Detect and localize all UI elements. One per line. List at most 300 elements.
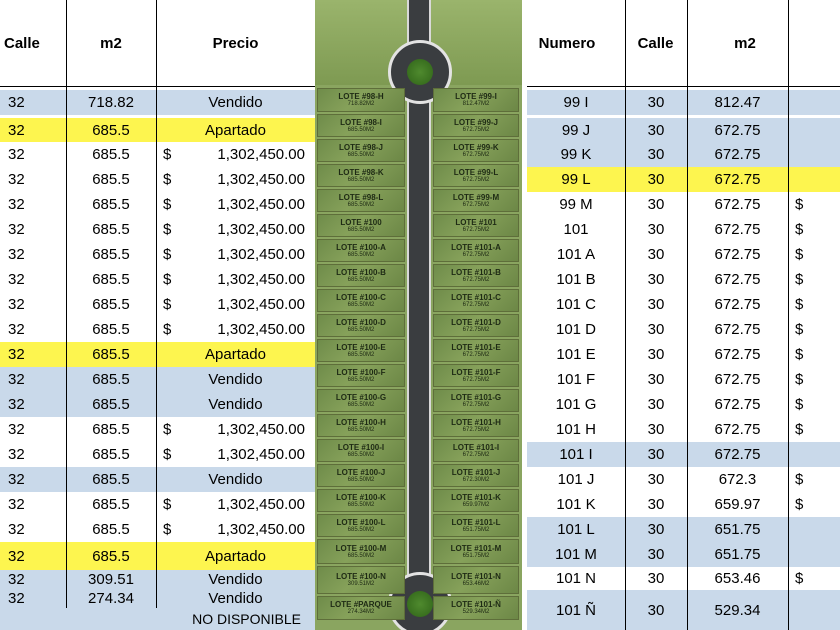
- precio-cell: 1,302,450.00: [217, 196, 305, 213]
- map-lot: [433, 539, 519, 564]
- precio-cell: 1,302,450.00: [217, 296, 305, 313]
- m2-cell: 685.5: [92, 121, 130, 139]
- numero-cell: 99 L: [561, 171, 591, 188]
- table-row: [527, 167, 840, 192]
- calle-cell: 30: [647, 570, 665, 587]
- numero-cell: 99 I: [563, 94, 589, 111]
- calle-cell: 30: [647, 601, 665, 619]
- lot-label: LOTE #101: [455, 217, 497, 227]
- table-row: [0, 90, 315, 115]
- calle-cell: 32: [8, 521, 25, 538]
- column-header-precio: Precio: [212, 34, 259, 52]
- numero-cell: 101 H: [555, 421, 597, 438]
- map-lot: [433, 414, 519, 437]
- calle-cell: 30: [647, 121, 665, 139]
- m2-cell: 685.5: [92, 221, 130, 238]
- m2-cell: 672.75: [714, 296, 761, 313]
- table-row: [0, 542, 315, 570]
- currency-symbol: $: [163, 496, 172, 513]
- lot-area: 672.75M2: [462, 351, 490, 358]
- lot-label: LOTE #101-B: [451, 267, 501, 277]
- map-lot: [433, 364, 519, 387]
- calle-cell: 32: [8, 547, 25, 565]
- lot-label: LOTE #101-E: [451, 342, 501, 352]
- column-divider: [156, 0, 157, 608]
- column-divider: [625, 0, 626, 630]
- header-divider: [0, 86, 315, 87]
- lot-area: 685.50M2: [347, 151, 375, 158]
- calle-cell: 32: [8, 221, 25, 238]
- map-lot: [317, 439, 405, 462]
- m2-cell: 651.75: [714, 546, 761, 563]
- calle-cell: 32: [8, 271, 25, 288]
- lot-label: LOTE #98-L: [338, 192, 384, 202]
- numero-cell: 101 A: [556, 246, 596, 263]
- lot-area: 529.34M2: [462, 609, 490, 615]
- map-lot: [317, 88, 405, 112]
- map-lot: [433, 164, 519, 187]
- calle-cell: 30: [647, 396, 665, 413]
- numero-cell: 101 Ñ: [555, 601, 597, 619]
- table-row: [527, 417, 840, 442]
- lot-label: LOTE #100-H: [336, 417, 386, 427]
- m2-cell: 653.46: [714, 570, 761, 587]
- m2-cell: 274.34: [88, 590, 134, 607]
- numero-cell: 99 K: [560, 146, 592, 163]
- map-lot: [317, 539, 405, 564]
- m2-cell: 672.75: [714, 446, 761, 463]
- map-lot: [433, 114, 519, 137]
- numero-cell: 101 E: [556, 346, 596, 363]
- table-row: [0, 517, 315, 542]
- currency-symbol: $: [163, 446, 172, 463]
- m2-cell: 685.5: [92, 171, 130, 188]
- lot-area: 812.47M2: [462, 101, 490, 107]
- m2-cell: 685.5: [92, 521, 130, 538]
- numero-cell: 101 M: [555, 546, 597, 563]
- precio-cell: 1,302,450.00: [217, 496, 305, 513]
- currency-symbol: $: [795, 471, 804, 488]
- numero-cell: 101 L: [557, 521, 595, 538]
- map-lot: [433, 289, 519, 312]
- precio-cell: 1,302,450.00: [217, 221, 305, 238]
- table-row: [0, 292, 315, 317]
- map-lot: [433, 566, 519, 594]
- calle-cell: 32: [8, 590, 25, 607]
- calle-cell: 30: [647, 421, 665, 438]
- m2-cell: 685.5: [92, 446, 130, 463]
- lot-label: LOTE #101-A: [451, 242, 501, 252]
- m2-cell: 685.5: [92, 246, 130, 263]
- lot-area: 309.51M2: [347, 581, 375, 587]
- status-cell: Vendido: [208, 371, 263, 388]
- lot-label: LOTE #100-G: [335, 392, 387, 402]
- currency-symbol: $: [163, 246, 172, 263]
- currency-symbol: $: [795, 346, 804, 363]
- status-cell: Apartado: [205, 547, 266, 565]
- m2-cell: 672.75: [714, 196, 761, 213]
- map-lot: [433, 314, 519, 337]
- map-lot: [317, 596, 405, 620]
- lot-label: LOTE #101-N: [451, 572, 501, 581]
- table-row: [527, 242, 840, 267]
- calle-cell: 32: [8, 346, 25, 363]
- status-cell: Vendido: [208, 571, 263, 588]
- table-row: [0, 442, 315, 467]
- lot-area: 685.50M2: [347, 126, 375, 133]
- m2-cell: 672.75: [714, 271, 761, 288]
- lot-label: LOTE #PARQUE: [330, 600, 392, 609]
- lot-label: LOTE #100-I: [337, 442, 385, 452]
- table-row: [527, 567, 840, 590]
- table-row: [527, 142, 840, 167]
- lot-area: 672.75M2: [462, 326, 490, 333]
- lot-label: LOTE #98-H: [338, 92, 384, 101]
- column-header-calle: Calle: [637, 34, 674, 52]
- m2-cell: 672.75: [714, 246, 761, 263]
- lot-label: LOTE #100-F: [336, 367, 386, 377]
- lot-area: 685.50M2: [347, 226, 375, 233]
- currency-symbol: $: [163, 321, 172, 338]
- left-lots-table: [0, 0, 315, 630]
- calle-cell: 32: [8, 371, 25, 388]
- calle-cell: 30: [647, 471, 665, 488]
- map-lot: [433, 214, 519, 237]
- header-divider: [527, 86, 840, 87]
- table-row: [527, 392, 840, 417]
- lot-label: LOTE #99-K: [453, 142, 499, 152]
- map-lot: [433, 389, 519, 412]
- currency-symbol: $: [795, 371, 804, 388]
- lot-area: 685.50M2: [347, 376, 375, 383]
- lot-area: 685.50M2: [347, 426, 375, 433]
- precio-cell: 1,302,450.00: [217, 321, 305, 338]
- currency-symbol: $: [163, 271, 172, 288]
- m2-cell: 685.5: [92, 346, 130, 363]
- numero-cell: 101 N: [555, 570, 597, 587]
- table-row: [527, 467, 840, 492]
- table-row: [0, 417, 315, 442]
- lot-label: LOTE #98-K: [338, 167, 384, 177]
- lot-area: 672.75M2: [462, 301, 490, 308]
- calle-cell: 30: [647, 196, 665, 213]
- table-row: [527, 367, 840, 392]
- currency-symbol: $: [163, 221, 172, 238]
- lot-area: 672.75M2: [462, 451, 490, 458]
- map-lot: [317, 339, 405, 362]
- numero-cell: 99 M: [559, 196, 593, 213]
- m2-cell: 672.75: [714, 371, 761, 388]
- table-row: [527, 292, 840, 317]
- lot-label: LOTE #99-I: [455, 92, 497, 101]
- numero-cell: 101 C: [555, 296, 597, 313]
- m2-cell: 685.5: [92, 396, 130, 413]
- m2-cell: 718.82: [88, 94, 134, 111]
- calle-cell: 32: [8, 296, 25, 313]
- map-lot: [317, 566, 405, 594]
- calle-cell: 32: [8, 94, 25, 111]
- calle-cell: 30: [647, 146, 665, 163]
- currency-symbol: $: [795, 570, 804, 587]
- map-lot: [433, 464, 519, 487]
- calle-cell: 30: [647, 296, 665, 313]
- lot-area: 685.50M2: [347, 276, 375, 283]
- lot-area: 685.50M2: [347, 476, 375, 483]
- map-lot: [433, 139, 519, 162]
- table-row: [527, 492, 840, 517]
- m2-cell: 685.5: [92, 421, 130, 438]
- m2-cell: 309.51: [88, 571, 134, 588]
- calle-cell: 32: [8, 121, 25, 139]
- table-row: [527, 90, 840, 115]
- map-lot: [317, 489, 405, 512]
- lot-area: 685.50M2: [347, 526, 375, 533]
- no-disponible-footer: [0, 608, 315, 630]
- currency-symbol: $: [795, 246, 804, 263]
- lot-area: 672.75M2: [462, 176, 490, 183]
- lot-area: 685.50M2: [347, 451, 375, 458]
- m2-cell: 685.5: [92, 321, 130, 338]
- map-lot: [433, 596, 519, 620]
- calle-cell: 30: [647, 371, 665, 388]
- table-row: [0, 242, 315, 267]
- lot-label: LOTE #101-M: [450, 543, 502, 553]
- map-lot: [317, 289, 405, 312]
- m2-cell: 672.75: [714, 396, 761, 413]
- table-row: [0, 342, 315, 367]
- table-row: [527, 442, 840, 467]
- lot-area: 672.75M2: [462, 251, 490, 258]
- lot-area: 672.75M2: [462, 201, 490, 208]
- numero-cell: 99 J: [561, 121, 591, 139]
- m2-cell: 672.75: [714, 121, 761, 139]
- map-lot: [317, 114, 405, 137]
- currency-symbol: $: [795, 421, 804, 438]
- lot-area: 672.75M2: [462, 126, 490, 133]
- numero-cell: 101 F: [556, 371, 596, 388]
- m2-cell: 672.75: [714, 321, 761, 338]
- column-divider: [66, 0, 67, 608]
- lot-area: 653.46M2: [462, 581, 490, 587]
- map-lot: [317, 164, 405, 187]
- lot-label: LOTE #100: [340, 217, 382, 227]
- lot-label: LOTE #99-L: [453, 167, 499, 177]
- table-row: [0, 317, 315, 342]
- map-lot: [433, 264, 519, 287]
- calle-cell: 32: [8, 571, 25, 588]
- status-cell: Vendido: [208, 471, 263, 488]
- m2-cell: 685.5: [92, 496, 130, 513]
- calle-cell: 32: [8, 446, 25, 463]
- currency-symbol: $: [795, 221, 804, 238]
- lot-area: 274.34M2: [347, 609, 375, 615]
- calle-cell: 32: [8, 496, 25, 513]
- map-lot: [433, 239, 519, 262]
- lot-label: LOTE #100-M: [335, 543, 387, 553]
- map-lot: [317, 314, 405, 337]
- map-lot: [317, 214, 405, 237]
- precio-cell: 1,302,450.00: [217, 146, 305, 163]
- lot-label: LOTE #99-J: [453, 117, 498, 127]
- lot-label: LOTE #99-M: [452, 192, 500, 202]
- precio-cell: 1,302,450.00: [217, 421, 305, 438]
- roundabout-bottom-island: [407, 591, 433, 617]
- currency-symbol: $: [795, 296, 804, 313]
- lot-label: LOTE #98-I: [340, 117, 382, 127]
- status-cell: Apartado: [205, 346, 266, 363]
- calle-cell: 32: [8, 171, 25, 188]
- map-lot: [317, 189, 405, 212]
- lot-area: 672.75M2: [462, 426, 490, 433]
- calle-cell: 30: [647, 321, 665, 338]
- lot-label: LOTE #101-H: [451, 417, 501, 427]
- calle-cell: 32: [8, 421, 25, 438]
- lot-label: LOTE #101-L: [451, 517, 501, 527]
- map-lot: [317, 364, 405, 387]
- numero-cell: 101: [563, 221, 589, 238]
- column-header-m2: m2: [734, 34, 756, 52]
- currency-symbol: $: [163, 171, 172, 188]
- table-row: [527, 118, 840, 142]
- lot-label: LOTE #101-D: [451, 317, 501, 327]
- numero-cell: 101 B: [556, 271, 596, 288]
- table-row: [527, 542, 840, 567]
- table-row: [527, 317, 840, 342]
- numero-cell: 101 I: [559, 446, 593, 463]
- map-lot: [317, 264, 405, 287]
- currency-symbol: $: [795, 196, 804, 213]
- table-row: [0, 192, 315, 217]
- lot-area: 672.75M2: [462, 151, 490, 158]
- map-lot: [433, 489, 519, 512]
- lot-area: 685.50M2: [347, 401, 375, 408]
- calle-cell: 32: [8, 246, 25, 263]
- map-lot: [433, 514, 519, 537]
- currency-symbol: $: [163, 296, 172, 313]
- lot-area: 685.50M2: [347, 552, 375, 559]
- lot-area: 672.75M2: [462, 376, 490, 383]
- map-lot: [317, 139, 405, 162]
- lot-label: LOTE #101-F: [451, 367, 501, 377]
- map-lot: [317, 514, 405, 537]
- map-lot: [433, 88, 519, 112]
- currency-symbol: $: [163, 421, 172, 438]
- m2-cell: 672.75: [714, 221, 761, 238]
- lot-area: 685.50M2: [347, 326, 375, 333]
- calle-cell: 30: [647, 271, 665, 288]
- m2-cell: 651.75: [714, 521, 761, 538]
- lot-label: LOTE #100-K: [336, 492, 386, 502]
- table-row: [527, 590, 840, 630]
- lot-label: LOTE #100-J: [336, 467, 386, 477]
- calle-cell: 32: [8, 196, 25, 213]
- lot-label: LOTE #98-J: [338, 142, 383, 152]
- calle-cell: 30: [647, 171, 665, 188]
- table-row: [0, 118, 315, 142]
- column-divider: [687, 0, 688, 630]
- table-row: [0, 392, 315, 417]
- calle-cell: 30: [647, 521, 665, 538]
- m2-cell: 685.5: [92, 471, 130, 488]
- currency-symbol: $: [795, 321, 804, 338]
- lot-label: LOTE #101-Ñ: [451, 600, 501, 609]
- status-cell: Vendido: [208, 94, 263, 111]
- lot-area: 672.30M2: [462, 476, 490, 483]
- m2-cell: 685.5: [92, 296, 130, 313]
- calle-cell: 32: [8, 396, 25, 413]
- lot-label: LOTE #100-C: [336, 292, 386, 302]
- lot-area: 685.50M2: [347, 501, 375, 508]
- calle-cell: 30: [647, 221, 665, 238]
- m2-cell: 685.5: [92, 371, 130, 388]
- table-row: [527, 217, 840, 242]
- lot-label: LOTE #101-K: [451, 492, 501, 502]
- m2-cell: 672.75: [714, 421, 761, 438]
- status-cell: Vendido: [208, 590, 263, 607]
- table-row: [0, 492, 315, 517]
- precio-cell: 1,302,450.00: [217, 446, 305, 463]
- table-row: [0, 589, 315, 608]
- calle-cell: 32: [8, 146, 25, 163]
- calle-cell: 30: [647, 94, 665, 111]
- lot-label: LOTE #100-D: [336, 317, 386, 327]
- m2-cell: 685.5: [92, 196, 130, 213]
- lot-label: LOTE #100-L: [336, 517, 386, 527]
- lot-label: LOTE #100-N: [336, 572, 386, 581]
- map-lot: [433, 439, 519, 462]
- right-lots-table: [527, 0, 840, 630]
- no-disponible-label: NO DISPONIBLE: [192, 611, 301, 627]
- currency-symbol: $: [795, 396, 804, 413]
- map-lot: [317, 414, 405, 437]
- lot-label: LOTE #100-A: [336, 242, 386, 252]
- calle-cell: 30: [647, 446, 665, 463]
- lot-label: LOTE #100-B: [336, 267, 386, 277]
- column-header-m2: m2: [100, 34, 122, 52]
- m2-cell: 672.75: [714, 346, 761, 363]
- lot-area: 685.50M2: [347, 251, 375, 258]
- map-lot: [433, 339, 519, 362]
- lot-area: 651.75M2: [462, 526, 490, 533]
- m2-cell: 529.34: [714, 601, 761, 619]
- table-row: [527, 267, 840, 292]
- calle-cell: 30: [647, 246, 665, 263]
- table-row: [0, 167, 315, 192]
- status-cell: Apartado: [205, 121, 266, 139]
- map-lot: [433, 189, 519, 212]
- precio-cell: 1,302,450.00: [217, 521, 305, 538]
- column-header-calle: Calle: [4, 34, 40, 52]
- calle-cell: 32: [8, 321, 25, 338]
- precio-cell: 1,302,450.00: [217, 171, 305, 188]
- table-row: [527, 342, 840, 367]
- currency-symbol: $: [795, 271, 804, 288]
- lot-area: 672.75M2: [462, 226, 490, 233]
- m2-cell: 672.75: [714, 146, 761, 163]
- calle-cell: 30: [647, 546, 665, 563]
- numero-cell: 101 D: [555, 321, 597, 338]
- m2-cell: 659.97: [714, 496, 761, 513]
- map-lot: [317, 389, 405, 412]
- lot-area: 651.75M2: [462, 552, 490, 559]
- column-header-numero: Numero: [538, 34, 596, 52]
- lot-area: 685.50M2: [347, 176, 375, 183]
- currency-symbol: $: [795, 496, 804, 513]
- currency-symbol: $: [163, 521, 172, 538]
- currency-symbol: $: [163, 196, 172, 213]
- table-row: [0, 142, 315, 167]
- lot-label: LOTE #100-E: [336, 342, 386, 352]
